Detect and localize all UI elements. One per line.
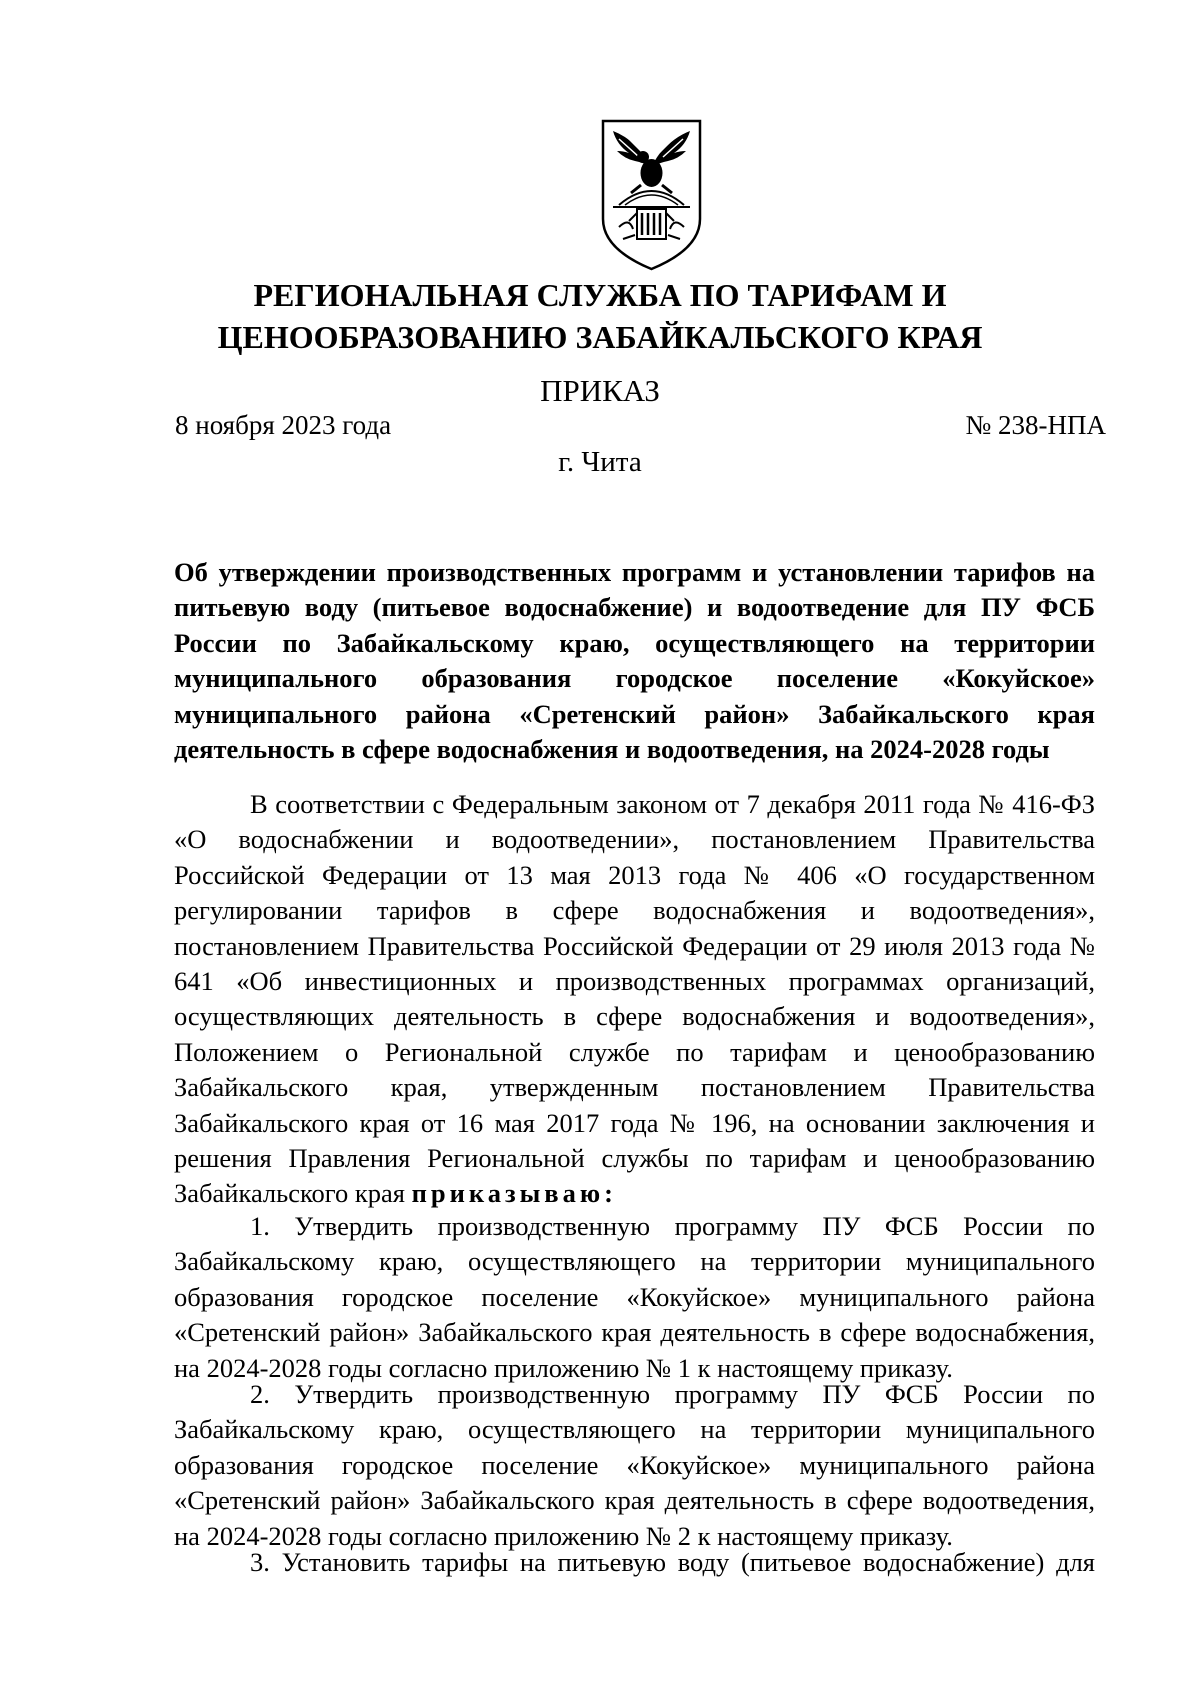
document-subject (174, 555, 1095, 767)
coat-of-arms-icon (599, 117, 704, 272)
order-item-2: 2. Утвердить производственную программу ПУ ФСБ России по Забайкальскому краю, осуществляющего на территории муниципального образования городское поселение «Кокуйское» муниципального района «Сретенский район» Забайкальского края деятельность в сфере водоотведения, на 2024-2028 годы согласно приложению № 2 к настоящему приказу. (174, 1379, 1095, 1551)
order-item-3: 3. Установить тарифы на питьевую воду (питьевое водоснабжение) для (250, 1547, 1095, 1577)
command-word: приказываю: (411, 1178, 617, 1209)
organization-name-line1: РЕГИОНАЛЬНАЯ СЛУЖБА ПО ТАРИФАМ И (253, 277, 947, 313)
organization-name (0, 274, 1200, 358)
document-number: № 238-НПА (965, 410, 1106, 440)
document-date: 8 ноября 2023 года (175, 410, 392, 440)
preamble-paragraph (174, 787, 1095, 1212)
document-city: г. Чита (558, 446, 642, 478)
order-item-1: 1. Утвердить производственную программу ПУ ФСБ России по Забайкальскому краю, осуществляющего на территории муниципального образования городское поселение «Кокуйское» муниципального района «Сретенский район» Забайкальского края деятельность в сфере водоснабжения, на 2024-2028 годы согласно приложению № 1 к настоящему приказу. (174, 1211, 1095, 1383)
document-type: ПРИКАЗ (540, 373, 660, 408)
subject-text: Об утверждении производственных программ и установлении тарифов на питьевую воду (питьевое водоснабжение) и водоотведение для ПУ ФСБ России по Забайкальскому краю, осуществляющего на территории муниципального образования городское поселение «Кокуйское» муниципального района «Сретенский район» Забайкальского края деятельность в сфере водоснабжения и водоотведения, на 2024-2028 годы (174, 557, 1095, 765)
organization-name-line2: ЦЕНООБРАЗОВАНИЮ ЗАБАЙКАЛЬСКОГО КРАЯ (217, 319, 983, 355)
preamble-text: В соответствии с Федеральным законом от 7 декабря 2011 года № 416-ФЗ «О водоснабжении и водоотведении», постановлением Правительства Российской Федерации от 13 мая 2013 года № 406 «О государственном регулировании тарифов в сфере водоснабжения и водоотведения», постановлением Правительства Российской Федерации от 29 июля 2013 года № 641 «Об инвестиционных и производственных программах организаций, осуществляющих деятельность в сфере водоснабжения и водоотведения», Положением о Региональной службе по тарифам и ценообразованию Забайкальского края, утвержденным постановлением Правительства Забайкальского края от 16 мая 2017 года № 196, на основании заключения и решения Правления Региональной службы по тарифам и ценообразованию Забайкальского края (174, 789, 1095, 1209)
